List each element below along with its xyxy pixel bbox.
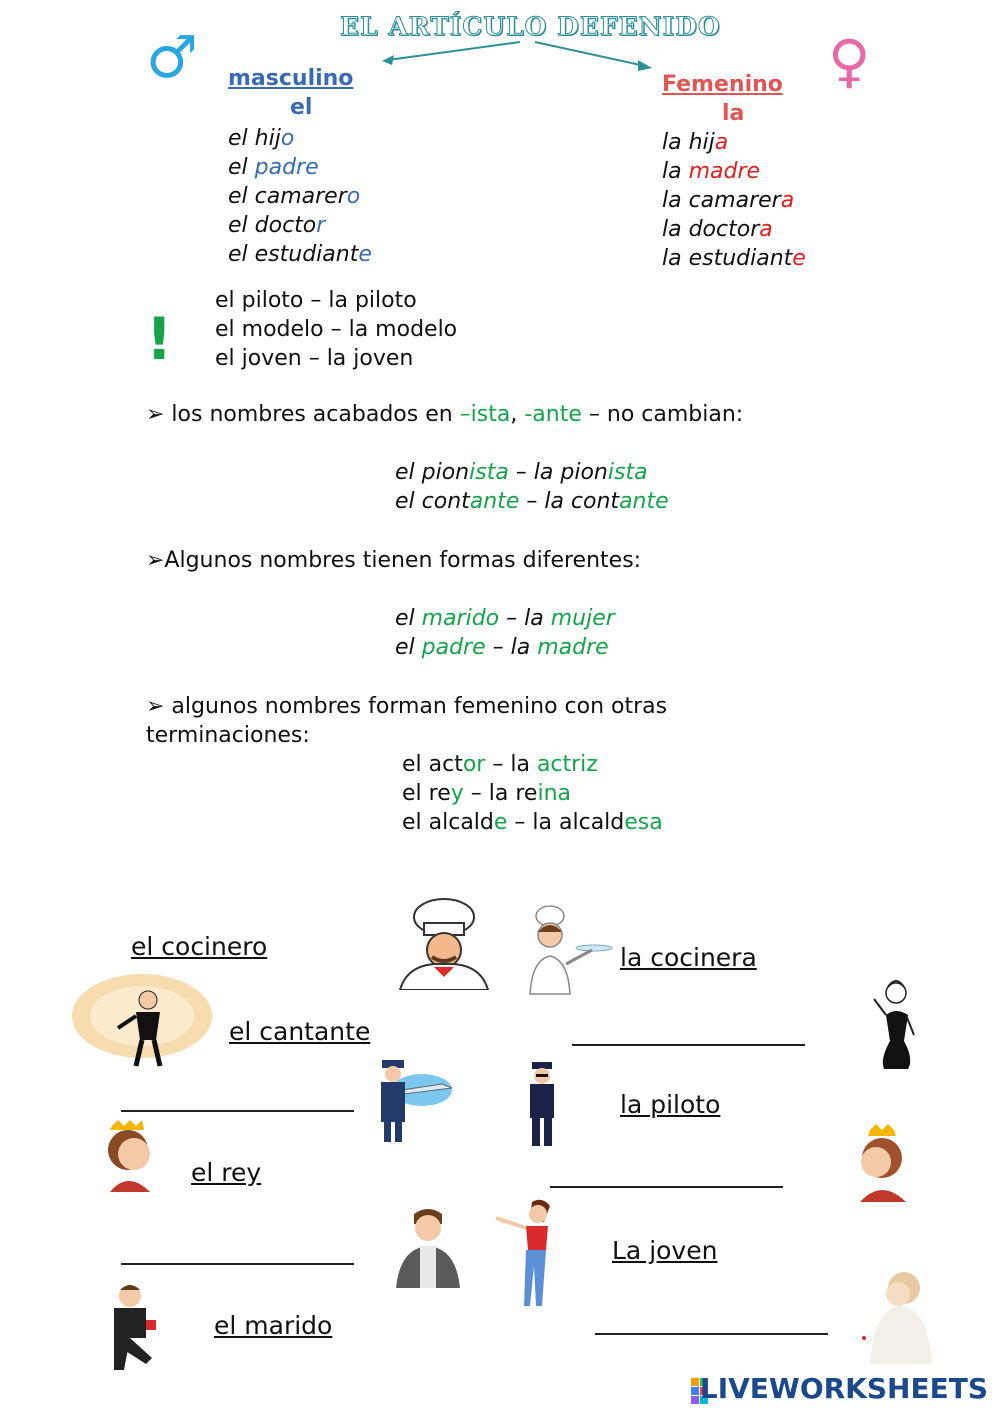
feminine-article: la <box>722 101 745 126</box>
chef-female-icon <box>508 902 613 997</box>
queen-icon <box>852 1122 912 1204</box>
list-item: el actor – la actriz <box>402 752 598 777</box>
list-item: el camarero <box>228 184 361 209</box>
female-symbol-icon: ♀ <box>828 27 871 95</box>
list-item: el rey – la reina <box>402 781 571 806</box>
list-item: el hijo <box>228 126 295 151</box>
pilot-female-icon <box>522 1060 562 1150</box>
list-item: la estudiante <box>662 246 806 271</box>
list-item: el modelo – la modelo <box>215 317 458 342</box>
answer-blank-la-reina[interactable] <box>550 1186 783 1188</box>
masculine-examples <box>228 124 372 269</box>
label-el-cocinero: el cocinero <box>131 932 268 961</box>
pilot-male-icon <box>372 1056 457 1146</box>
list-item: el contante – la contante <box>395 489 669 514</box>
male-symbol-icon: ♂ <box>146 23 198 91</box>
chef-male-icon <box>392 895 497 990</box>
list-item: el estudiante <box>228 242 372 267</box>
exclamation-icon: ! <box>146 305 173 373</box>
label-el-rey: el rey <box>191 1158 262 1187</box>
list-item: la camarera <box>662 188 795 213</box>
page-title: EL ARTÍCULO DEFENIDO <box>340 12 721 41</box>
husband-icon <box>100 1282 175 1374</box>
young-man-icon <box>388 1206 468 1288</box>
singer-male-icon <box>70 970 220 1070</box>
answer-blank-la-cantante[interactable] <box>572 1044 805 1046</box>
invariable-list <box>215 286 457 373</box>
rule-other-endings-examples <box>402 750 663 837</box>
answer-blank-el-piloto[interactable] <box>121 1110 354 1112</box>
list-item: la hija <box>662 130 729 155</box>
label-el-marido: el marido <box>214 1311 333 1340</box>
singer-female-icon <box>850 975 930 1070</box>
list-item: el marido – la mujer <box>395 606 615 631</box>
label-la-joven: La joven <box>612 1236 718 1265</box>
label-la-cocinera: la cocinera <box>620 943 757 972</box>
list-item: el doctor <box>228 213 326 238</box>
title-arrows <box>370 38 670 78</box>
list-item: el padre <box>228 155 319 180</box>
bride-icon <box>860 1266 940 1366</box>
king-icon <box>100 1118 160 1196</box>
answer-blank-el-joven[interactable] <box>121 1263 354 1265</box>
footer-brand[interactable]: LIVEWORKSHEETS <box>699 1372 988 1405</box>
list-item: la madre <box>662 159 761 184</box>
list-item: el alcalde – la alcaldesa <box>402 810 663 835</box>
masculine-article: el <box>290 95 313 120</box>
label-la-piloto: la piloto <box>620 1090 721 1119</box>
list-item: el piloto – la piloto <box>215 288 417 313</box>
young-woman-icon <box>482 1196 567 1308</box>
rule-different-forms-examples <box>395 604 615 662</box>
list-item: el padre – la madre <box>395 635 609 660</box>
rule-ista-ante: ➢ los nombres acabados en –ista, -ante – no cambian: <box>146 402 744 427</box>
answer-blank-la-mujer[interactable] <box>595 1333 828 1335</box>
list-item: el joven – la joven <box>215 346 414 371</box>
feminine-examples <box>662 128 806 273</box>
masculine-header: masculino <box>228 66 354 91</box>
label-el-cantante: el cantante <box>229 1017 371 1046</box>
list-item: el pionista – la pionista <box>395 460 648 485</box>
rule-different-forms: ➢Algunos nombres tienen formas diferentes: <box>146 548 642 573</box>
feminine-header: Femenino <box>662 72 783 97</box>
rule-ista-ante-examples <box>395 458 669 516</box>
rule-other-endings: ➢ algunos nombres forman femenino con otras terminaciones: <box>146 694 668 748</box>
list-item: la doctora <box>662 217 773 242</box>
